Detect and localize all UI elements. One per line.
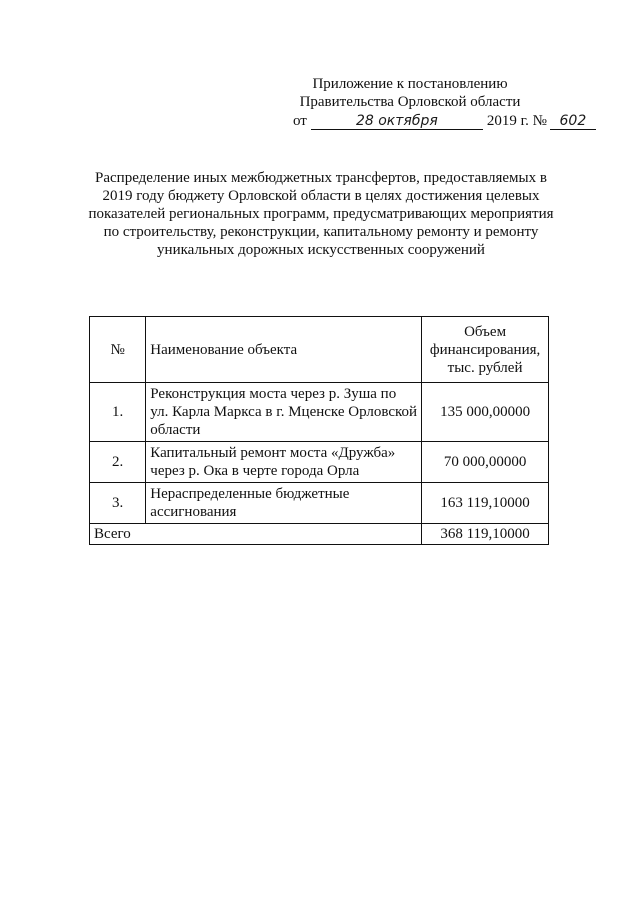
- date-prefix: от: [293, 113, 307, 129]
- handwritten-number: 602: [550, 113, 596, 130]
- financing-table: [89, 316, 549, 545]
- financing-amount: 163 119,10000: [422, 483, 549, 524]
- object-name: Капитальный ремонт моста «Дружба» через р. Ока в черте города Орла: [146, 442, 422, 483]
- row-number: 1.: [90, 383, 146, 442]
- total-row: [90, 524, 549, 545]
- object-name: Нераспределенные бюджетные ассигнования: [146, 483, 422, 524]
- year-number-label: 2019 г. №: [486, 113, 547, 129]
- date-number-line: [293, 112, 587, 130]
- table-row: [90, 442, 549, 483]
- document-header: [290, 75, 587, 130]
- column-header-name: Наименование объекта: [146, 317, 422, 383]
- handwritten-date: 28 октября: [311, 113, 483, 130]
- table-row: [90, 383, 549, 442]
- object-name: Реконструкция моста через р. Зуша по ул. Карла Маркса в г. Мценске Орловской области: [146, 383, 422, 442]
- column-header-number: №: [90, 317, 146, 383]
- total-label: Всего: [90, 524, 422, 545]
- table-row: [90, 483, 549, 524]
- financing-amount: 135 000,00000: [422, 383, 549, 442]
- financing-amount: 70 000,00000: [422, 442, 549, 483]
- document-title: Распределение иных межбюджетных трансфертов, предоставляемых в 2019 году бюджету Орловской области в целях достижения целевых показателей региональных программ, предусматривающих мероприятия по строительству, реконструкции, капитальному ремонту и ремонту уникальных дорожных искусственных сооружений: [88, 170, 554, 258]
- government-line: Правительства Орловской области: [299, 94, 521, 110]
- table-header-row: [90, 317, 549, 383]
- row-number: 3.: [90, 483, 146, 524]
- appendix-line: Приложение к постановлению: [312, 76, 508, 92]
- total-amount: 368 119,10000: [422, 524, 549, 545]
- column-header-amount: Объем финансирования, тыс. рублей: [422, 317, 549, 383]
- row-number: 2.: [90, 442, 146, 483]
